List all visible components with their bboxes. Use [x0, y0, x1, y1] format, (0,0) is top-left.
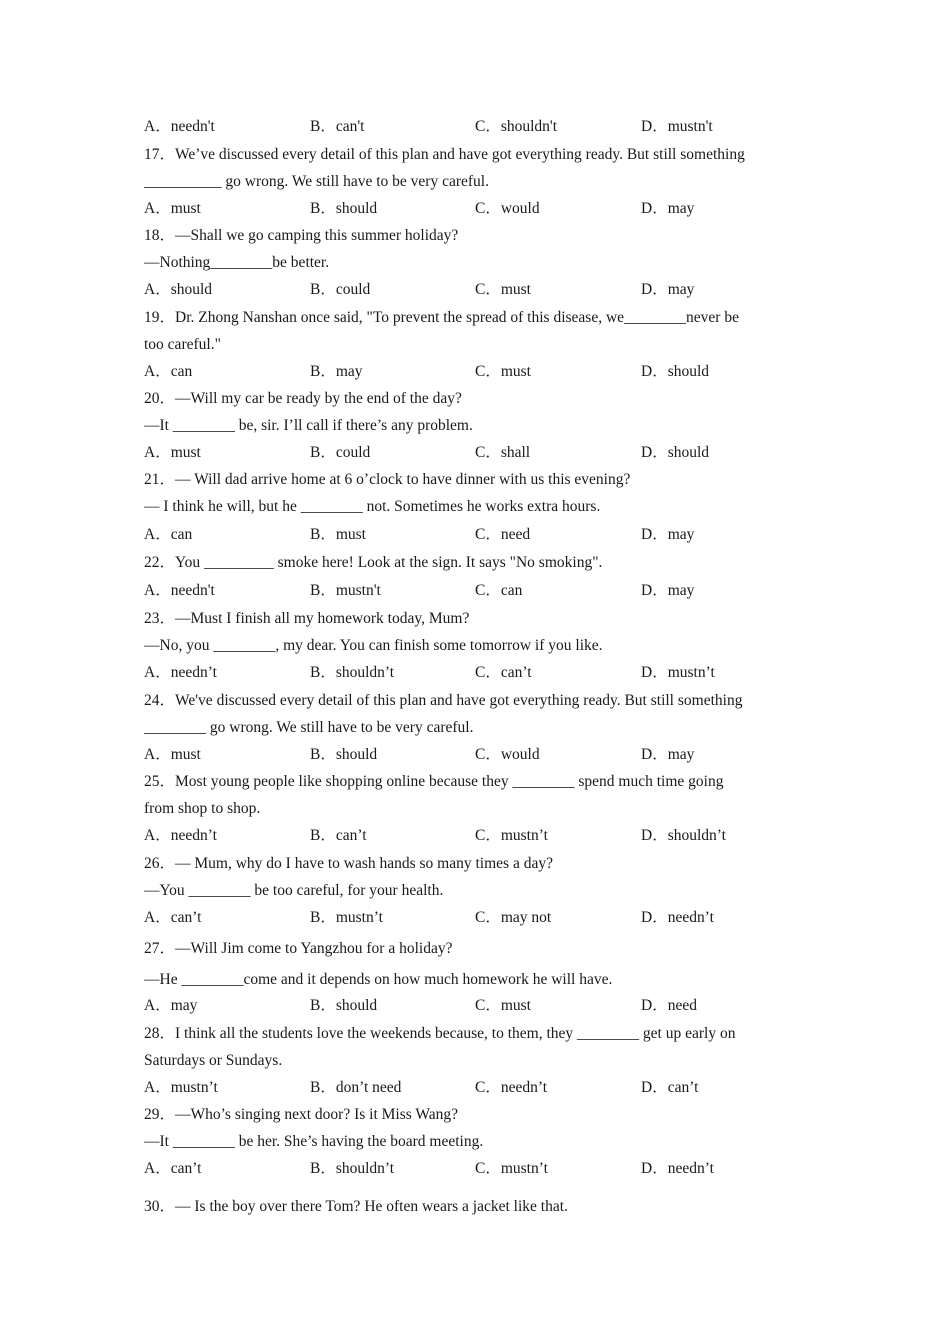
- question-18-line-1: 18．—Shall we go camping this summer holiday?: [144, 227, 459, 244]
- option-a: A．needn’t: [144, 827, 217, 844]
- options-row-29: [144, 1160, 824, 1178]
- option-c: C．would: [475, 200, 540, 217]
- question-19-line-2: too careful.": [144, 336, 221, 353]
- options-row-19: [144, 363, 824, 381]
- question-18-line-2: —Nothing________be better.: [144, 254, 330, 271]
- option-b: B．should: [310, 746, 378, 763]
- option-b: B．should: [310, 997, 378, 1014]
- options-row-22: [144, 582, 824, 600]
- options-row-20: [144, 444, 824, 462]
- options-row-27: [144, 997, 824, 1015]
- question-26-line-2: —You ________ be too careful, for your health.: [144, 882, 444, 899]
- option-b: B．can't: [310, 118, 365, 135]
- option-d: D．needn’t: [641, 909, 714, 926]
- options-row-28: [144, 1079, 824, 1097]
- option-a: A．can’t: [144, 1160, 202, 1177]
- option-c: C．must: [475, 997, 531, 1014]
- option-c: C．can’t: [475, 664, 532, 681]
- option-b: B．don’t need: [310, 1079, 402, 1096]
- option-a: A．mustn’t: [144, 1079, 218, 1096]
- options-row-24: [144, 746, 824, 764]
- question-30-line-1: 30．— Is the boy over there Tom? He often wears a jacket like that.: [144, 1198, 568, 1215]
- option-c: C．may not: [475, 909, 552, 926]
- question-20-line-2: —It ________ be, sir. I’ll call if there’s any problem.: [144, 417, 473, 434]
- option-a: A．can: [144, 363, 193, 380]
- option-b: B．mustn’t: [310, 909, 383, 926]
- question-21-line-1: 21．— Will dad arrive home at 6 o’clock to have dinner with us this evening?: [144, 471, 631, 488]
- question-19-line-1: 19．Dr. Zhong Nanshan once said, "To prevent the spread of this disease, we________never be: [144, 309, 739, 326]
- option-b: B．shouldn’t: [310, 1160, 395, 1177]
- option-c: C．mustn’t: [475, 827, 548, 844]
- option-d: D．mustn’t: [641, 664, 715, 681]
- question-25-line-1: 25．Most young people like shopping online because they ________ spend much time going: [144, 773, 724, 790]
- option-b: B．could: [310, 444, 371, 461]
- options-row-25: [144, 827, 824, 845]
- question-20-line-1: 20．—Will my car be ready by the end of the day?: [144, 390, 462, 407]
- question-24-line-2: ________ go wrong. We still have to be very careful.: [144, 719, 474, 736]
- question-23-line-1: 23．—Must I finish all my homework today, Mum?: [144, 610, 470, 627]
- option-b: B．mustn't: [310, 582, 381, 599]
- question-26-line-1: 26．— Mum, why do I have to wash hands so many times a day?: [144, 855, 553, 872]
- option-c: C．must: [475, 363, 531, 380]
- question-24-line-1: 24．We've discussed every detail of this plan and have got everything ready. But still something: [144, 692, 743, 709]
- options-row-26: [144, 909, 824, 927]
- option-a: A．must: [144, 444, 201, 461]
- question-27-line-2: —He ________come and it depends on how much homework he will have.: [144, 971, 613, 988]
- option-d: D．may: [641, 746, 695, 763]
- options-row-23: [144, 664, 824, 682]
- option-c: C．shouldn't: [475, 118, 558, 135]
- option-c: C．needn’t: [475, 1079, 548, 1096]
- option-d: D．may: [641, 526, 695, 543]
- option-a: A．can: [144, 526, 193, 543]
- option-a: A．can’t: [144, 909, 202, 926]
- option-c: C．shall: [475, 444, 531, 461]
- option-a: A．needn’t: [144, 664, 217, 681]
- question-21-line-2: — I think he will, but he ________ not. Sometimes he works extra hours.: [144, 498, 601, 515]
- option-a: A．needn't: [144, 118, 215, 135]
- question-25-line-2: from shop to shop.: [144, 800, 261, 817]
- option-d: D．shouldn’t: [641, 827, 726, 844]
- option-a: A．must: [144, 200, 201, 217]
- option-a: A．should: [144, 281, 213, 298]
- option-c: C．must: [475, 281, 531, 298]
- option-c: C．would: [475, 746, 540, 763]
- question-29-line-1: 29．—Who’s singing next door? Is it Miss Wang?: [144, 1106, 459, 1123]
- question-22-line-1: 22．You _________ smoke here! Look at the sign. It says "No smoking".: [144, 554, 603, 571]
- question-28-line-2: Saturdays or Sundays.: [144, 1052, 283, 1069]
- option-d: D．can’t: [641, 1079, 699, 1096]
- question-28-line-1: 28．I think all the students love the weekends because, to them, they ________ get up early on: [144, 1025, 736, 1042]
- options-row-17: [144, 200, 824, 218]
- option-c: C．need: [475, 526, 531, 543]
- question-23-line-2: —No, you ________, my dear. You can finish some tomorrow if you like.: [144, 637, 603, 654]
- option-b: B．can’t: [310, 827, 367, 844]
- question-27-line-1: 27．—Will Jim come to Yangzhou for a holiday?: [144, 940, 453, 957]
- option-a: A．needn't: [144, 582, 215, 599]
- options-row-18: [144, 281, 824, 299]
- option-d: D．mustn't: [641, 118, 713, 135]
- option-a: A．may: [144, 997, 198, 1014]
- option-a: A．must: [144, 746, 201, 763]
- option-d: D．needn’t: [641, 1160, 714, 1177]
- question-29-line-2: —It ________ be her. She’s having the board meeting.: [144, 1133, 484, 1150]
- option-b: B．shouldn’t: [310, 664, 395, 681]
- question-17-line-1: 17．We’ve discussed every detail of this plan and have got everything ready. But still something: [144, 146, 745, 163]
- options-row-16: [144, 118, 824, 136]
- option-b: B．may: [310, 363, 363, 380]
- option-d: D．should: [641, 363, 710, 380]
- options-row-21: [144, 526, 824, 544]
- option-d: D．need: [641, 997, 697, 1014]
- option-d: D．may: [641, 200, 695, 217]
- option-d: D．may: [641, 582, 695, 599]
- option-d: D．should: [641, 444, 710, 461]
- option-c: C．mustn’t: [475, 1160, 548, 1177]
- option-d: D．may: [641, 281, 695, 298]
- question-17-line-2: __________ go wrong. We still have to be very careful.: [144, 173, 489, 190]
- option-b: B．must: [310, 526, 366, 543]
- option-b: B．should: [310, 200, 378, 217]
- option-c: C．can: [475, 582, 523, 599]
- option-b: B．could: [310, 281, 371, 298]
